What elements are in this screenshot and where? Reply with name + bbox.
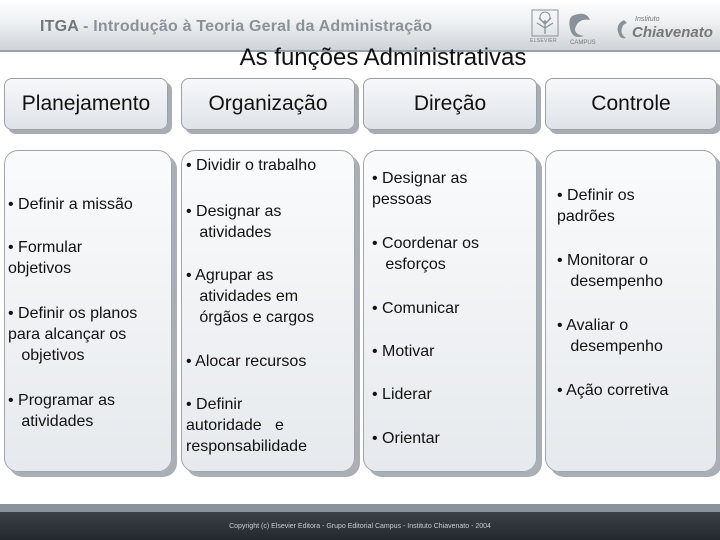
item-line: desempenho — [557, 338, 663, 355]
item-line: • Definir — [186, 396, 243, 413]
campus-label: CAMPUS — [570, 40, 596, 46]
list-item — [186, 351, 306, 372]
item-line: • Definir os — [557, 187, 635, 204]
campus-logo-icon — [566, 10, 596, 44]
list-item — [557, 380, 668, 401]
item-line: • Coordenar os — [372, 235, 479, 252]
item-line: responsabilidade — [186, 438, 307, 455]
item-line: autoridade e — [186, 417, 284, 434]
item-line: • Programar as — [8, 392, 115, 409]
item-line: • Comunicar — [372, 300, 460, 317]
list-item — [8, 194, 133, 215]
column-organizacao — [181, 150, 355, 472]
item-line: objetivos — [8, 260, 72, 277]
header-direcao: Direção — [363, 78, 537, 130]
item-line: objetivos — [8, 347, 85, 364]
chiavenato-mark-icon — [614, 18, 630, 42]
item-line: • Definir os planos — [8, 305, 138, 322]
item-line: esforços — [372, 256, 446, 273]
item-line: • Avaliar o — [557, 317, 629, 334]
list-item — [8, 237, 82, 279]
item-line: • Liderar — [372, 386, 432, 403]
list-item — [372, 233, 479, 275]
publisher-logos — [530, 8, 720, 46]
item-line: • Designar as — [186, 203, 282, 220]
column-planejamento — [4, 150, 172, 472]
item-line: • Monitorar o — [557, 252, 648, 269]
list-item — [557, 250, 663, 292]
footer — [0, 512, 720, 540]
header-controle: Controle — [545, 78, 717, 130]
item-line: atividades — [186, 224, 272, 241]
item-line: • Agrupar as — [186, 267, 274, 284]
item-line: • Designar as — [372, 170, 468, 187]
list-item — [557, 315, 663, 357]
course-name: - Introdução à Teoria Geral da Administração — [78, 18, 433, 35]
column-direcao — [363, 150, 537, 472]
footer-divider — [0, 504, 720, 512]
course-title — [40, 18, 432, 36]
list-item — [372, 298, 459, 319]
chiavenato-label: Chiavenato — [632, 24, 713, 41]
list-item — [8, 390, 115, 432]
chiavenato-small-label: Instituto — [635, 16, 660, 23]
list-item — [557, 185, 635, 227]
item-line: para alcançar os — [8, 326, 127, 343]
header-organizacao: Organização — [181, 78, 355, 130]
item-line: órgãos e cargos — [186, 309, 315, 326]
item-line: atividades em — [186, 288, 299, 305]
list-item — [372, 168, 467, 210]
list-item — [186, 155, 316, 176]
copyright-text: Copyright (c) Elsevier Editora - Grupo Editorial Campus - Instituto Chiavenato - 2004 — [229, 522, 491, 530]
item-line: • Definir a missão — [8, 196, 133, 213]
list-item — [186, 265, 314, 328]
header-planejamento: Planejamento — [4, 78, 168, 130]
list-item — [372, 384, 432, 405]
item-line: desempenho — [557, 273, 663, 290]
list-item — [186, 201, 281, 243]
item-line: • Alocar recursos — [186, 353, 307, 370]
item-line: • Dividir o trabalho — [186, 157, 317, 174]
slide-title: As funções Administrativas — [239, 44, 527, 71]
elsevier-label: ELSEVIER — [530, 38, 557, 44]
item-line: • Orientar — [372, 430, 440, 447]
list-item — [372, 428, 440, 449]
item-line: • Motivar — [372, 343, 435, 360]
list-item — [372, 341, 435, 362]
course-code: ITGA — [40, 18, 79, 35]
list-item — [8, 303, 137, 366]
item-line: atividades — [8, 413, 94, 430]
list-item — [186, 394, 307, 457]
elsevier-tree-icon — [530, 8, 560, 42]
item-line: • Formular — [8, 239, 83, 256]
item-line: • Ação corretiva — [557, 382, 669, 399]
item-line: pessoas — [372, 191, 432, 208]
column-controle — [545, 150, 717, 472]
item-line: padrões — [557, 208, 615, 225]
